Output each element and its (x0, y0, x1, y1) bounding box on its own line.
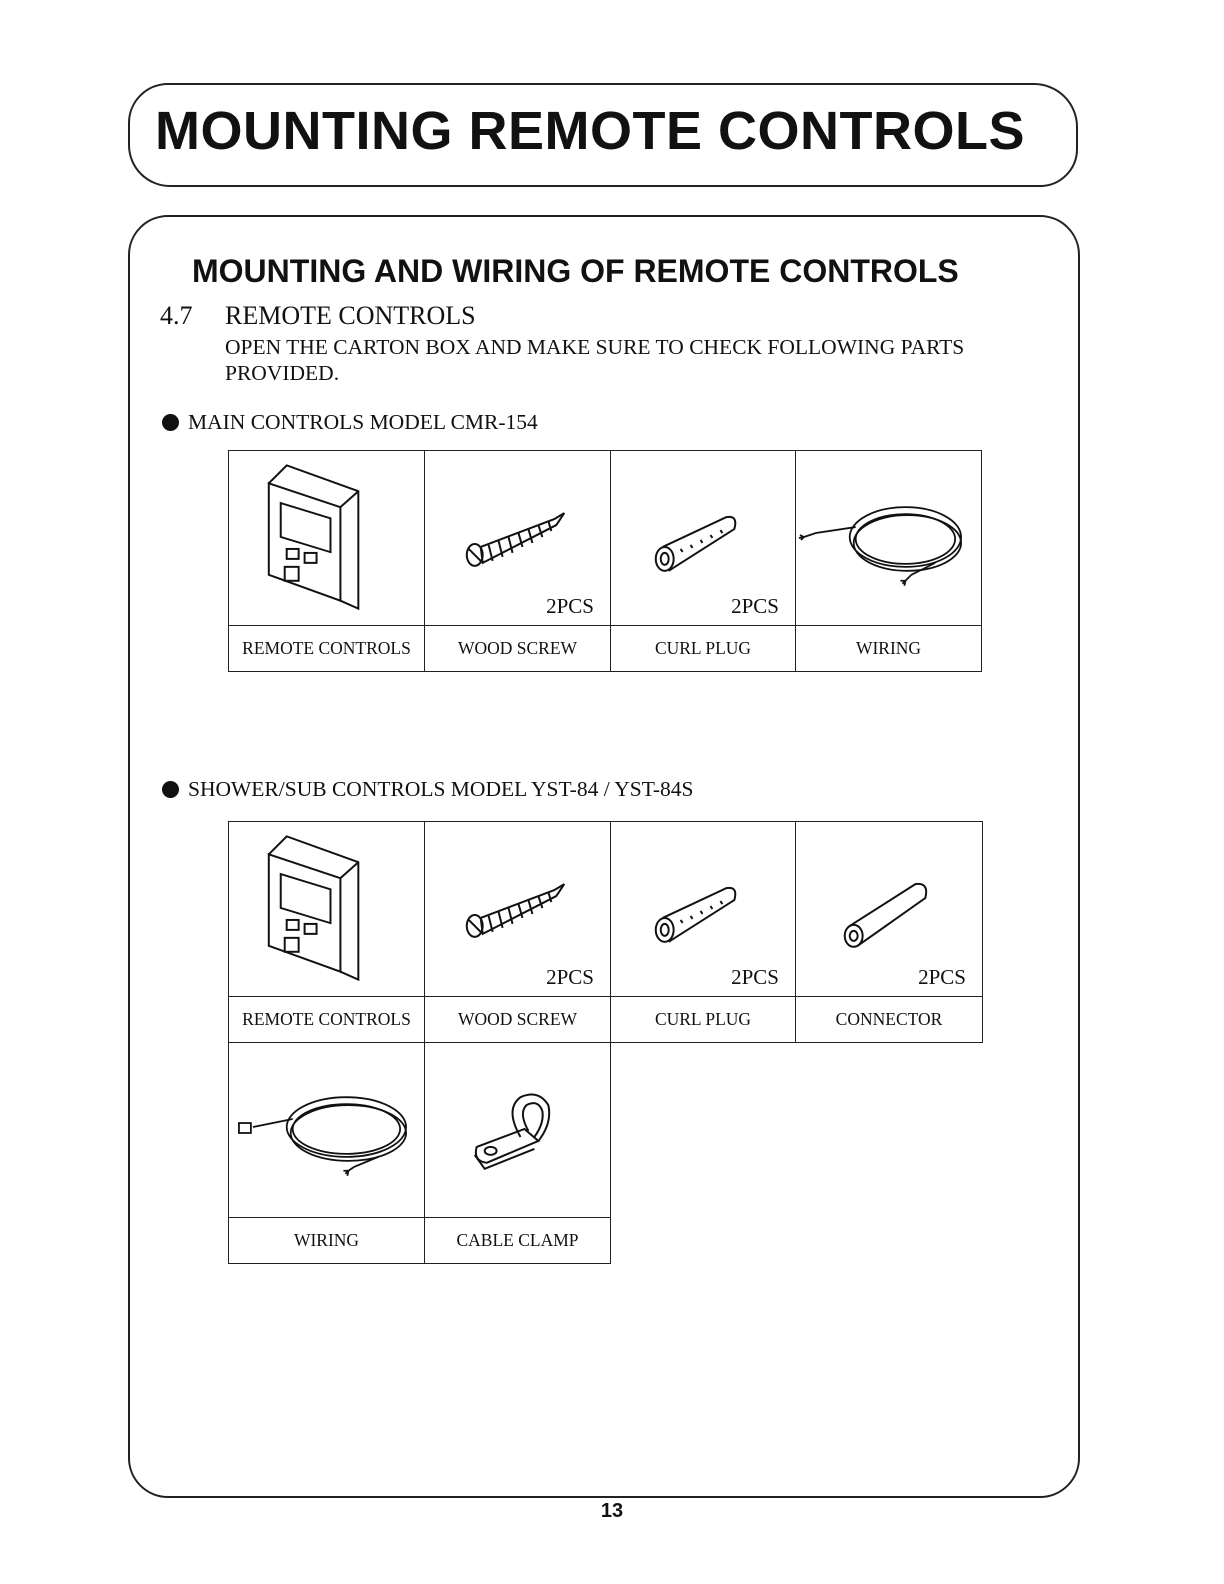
remote-control-icon (229, 451, 424, 625)
part-image-cell (425, 1043, 611, 1218)
part-image-cell (425, 451, 611, 626)
sub-controls-label: SHOWER/SUB CONTROLS MODEL YST-84 / YST-84S (188, 777, 694, 801)
page-title: MOUNTING REMOTE CONTROLS (155, 101, 1025, 161)
section-intro: OPEN THE CARTON BOX AND MAKE SURE TO CHECK FOLLOWING PARTS PROVIDED. (225, 335, 965, 385)
part-quantity: 2PCS (546, 965, 594, 989)
part-image-cell (229, 822, 425, 997)
part-quantity: 2PCS (731, 594, 779, 618)
part-name: REMOTE CONTROLS (229, 626, 425, 672)
part-image-cell (425, 822, 611, 997)
part-name: CURL PLUG (611, 997, 796, 1043)
part-image-cell (796, 822, 983, 997)
main-controls-parts-table (228, 450, 982, 672)
section-number: 4.7 (160, 301, 193, 330)
part-image-cell (611, 451, 796, 626)
wiring-icon (796, 451, 981, 625)
part-image-cell (611, 822, 796, 997)
remote-control-icon (229, 822, 424, 996)
main-controls-label: MAIN CONTROLS MODEL CMR-154 (188, 410, 538, 434)
bullet-icon (162, 781, 179, 798)
part-image-cell (229, 451, 425, 626)
part-quantity: 2PCS (546, 594, 594, 618)
part-name: CONNECTOR (796, 997, 983, 1043)
part-image-cell (796, 451, 982, 626)
part-name: WOOD SCREW (425, 626, 611, 672)
sub-controls-label-row (162, 777, 694, 802)
part-name: WIRING (796, 626, 982, 672)
page-number: 13 (600, 1500, 624, 1522)
part-name: CABLE CLAMP (425, 1218, 611, 1264)
part-quantity: 2PCS (918, 965, 966, 989)
bullet-icon (162, 414, 179, 431)
main-controls-label-row (162, 410, 538, 435)
wiring-icon (229, 1043, 424, 1217)
section-heading: MOUNTING AND WIRING OF REMOTE CONTROLS (192, 253, 959, 289)
part-quantity: 2PCS (731, 965, 779, 989)
part-name: REMOTE CONTROLS (229, 997, 425, 1043)
sub-controls-parts-table (228, 821, 983, 1264)
cable-clamp-icon (425, 1043, 610, 1217)
part-name: CURL PLUG (611, 626, 796, 672)
part-name: WOOD SCREW (425, 997, 611, 1043)
part-image-cell (229, 1043, 425, 1218)
part-name: WIRING (229, 1218, 425, 1264)
section-title: REMOTE CONTROLS (225, 301, 476, 330)
